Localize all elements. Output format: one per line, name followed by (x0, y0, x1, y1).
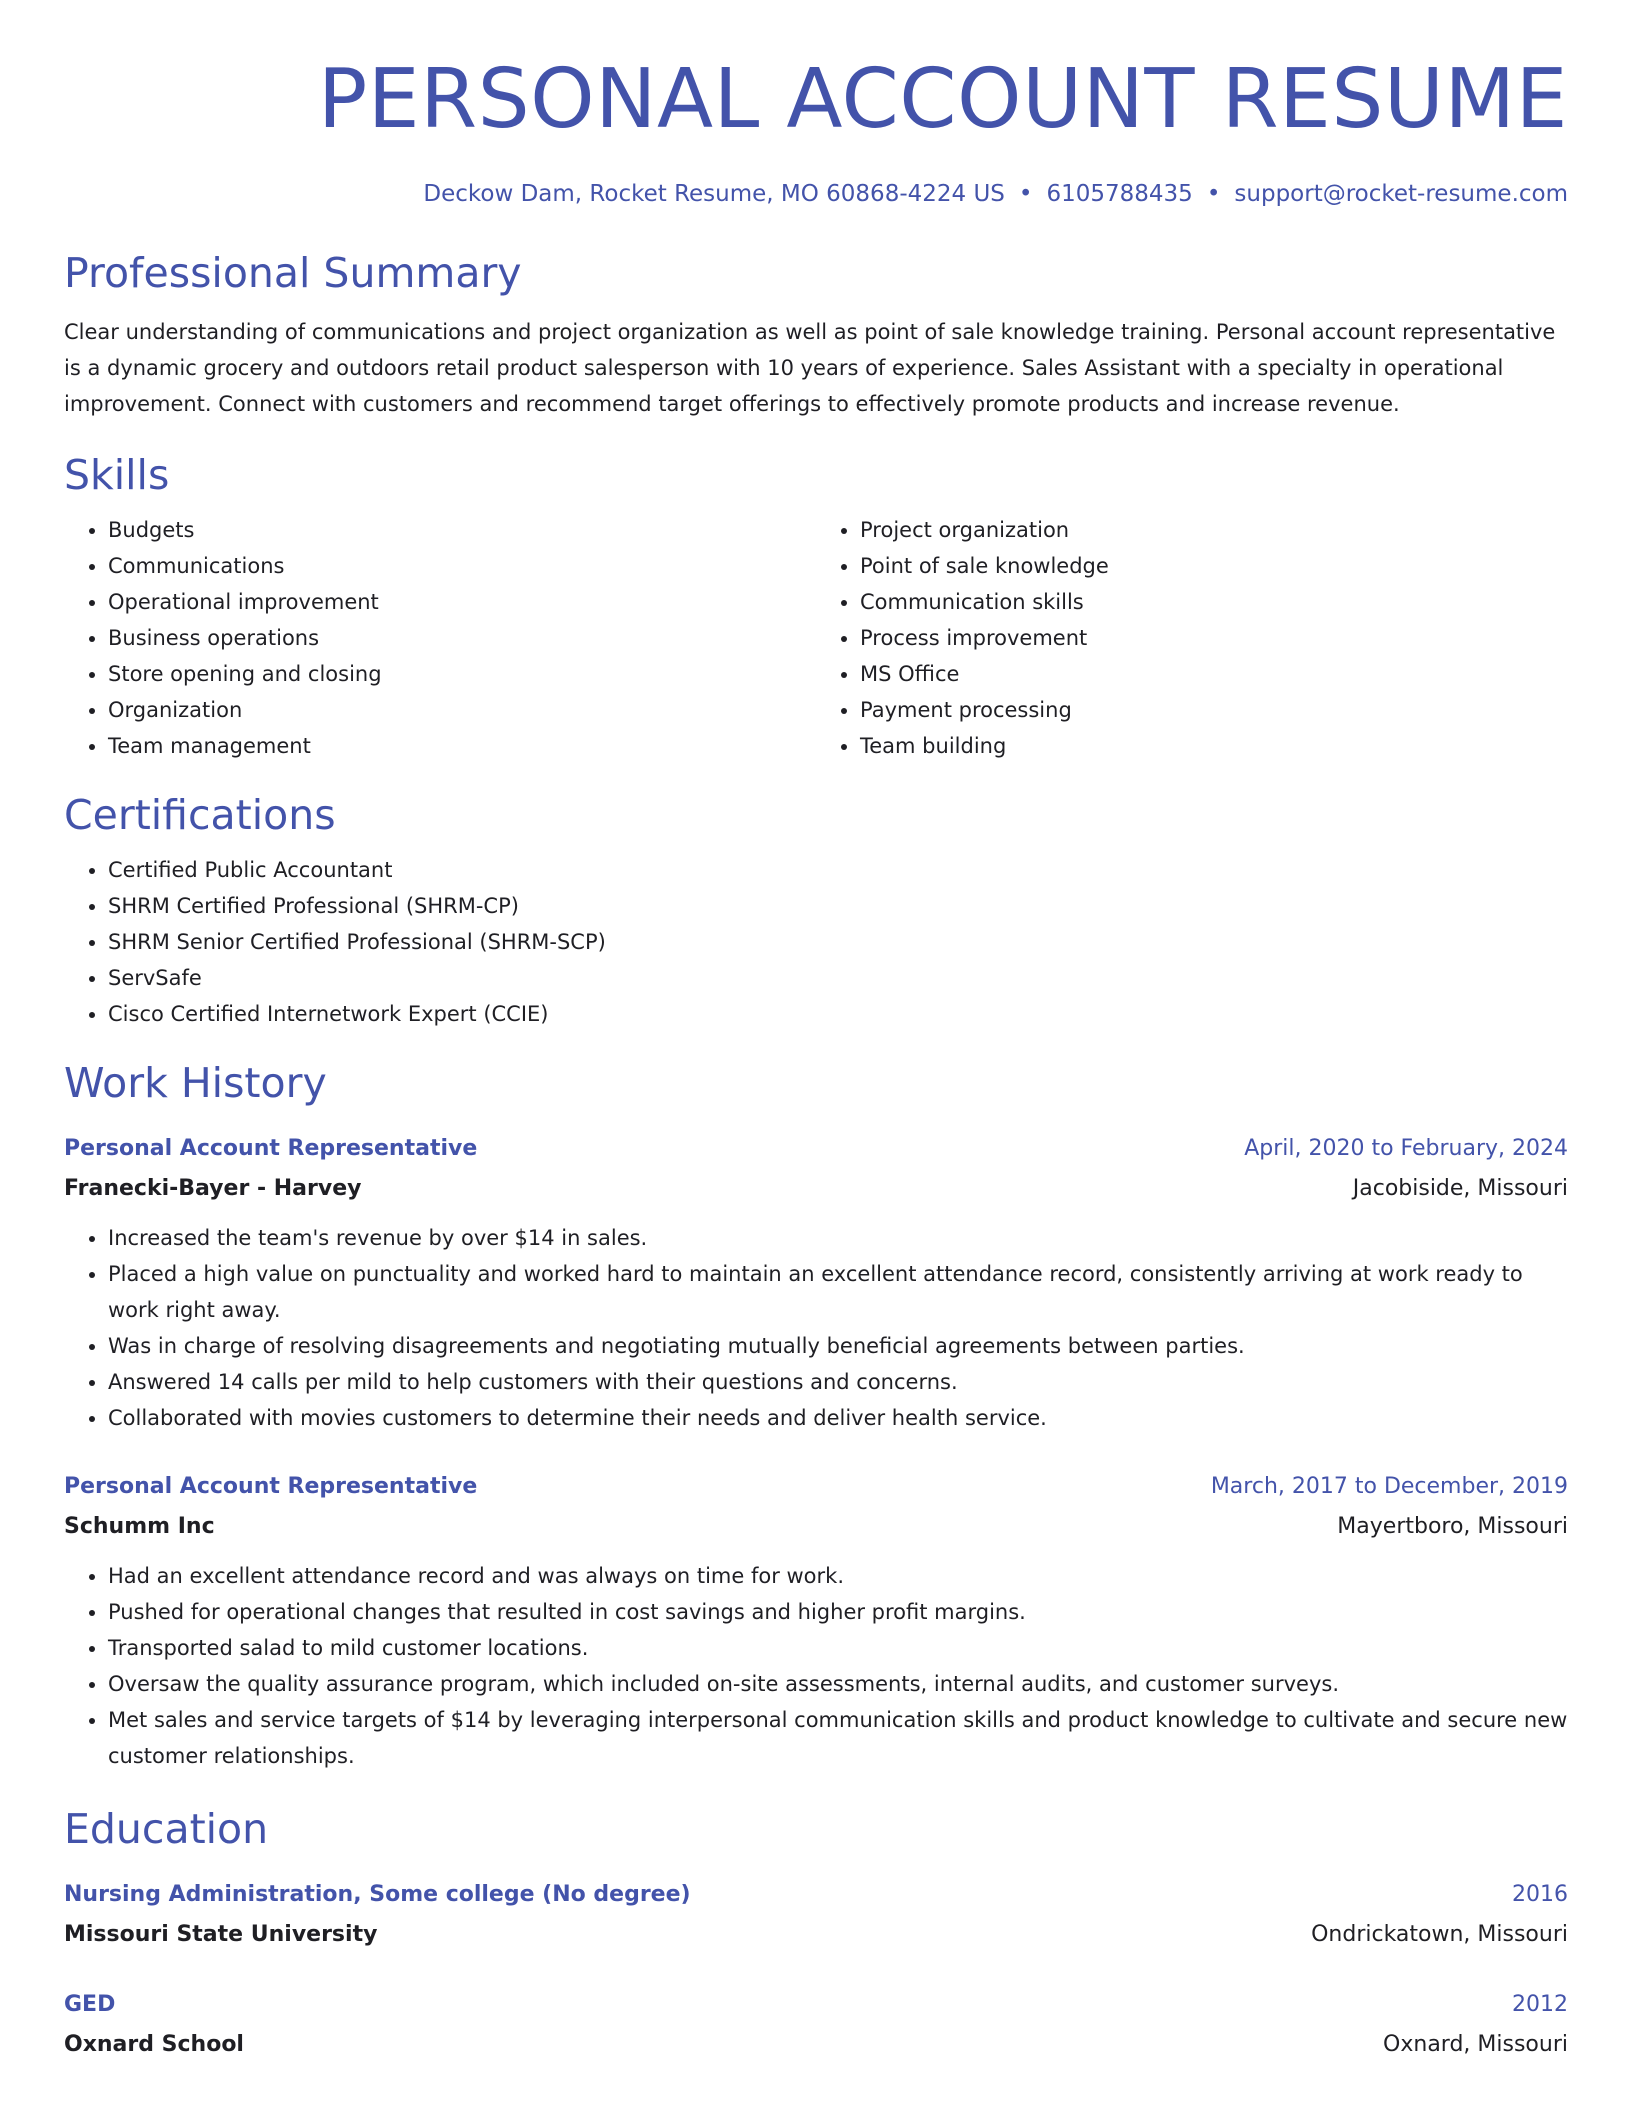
certification-item: • ServSafe (108, 960, 1568, 996)
education-header-row (64, 1880, 1568, 1910)
contact-separator: • (1018, 181, 1033, 207)
job-location: Jacobiside, Missouri (1352, 1176, 1568, 1201)
job-role: Personal Account Representative (64, 1474, 478, 1499)
job-bullets (64, 1558, 1568, 1774)
job-company-row (64, 1164, 1568, 1204)
job-company-row (64, 1502, 1568, 1542)
contact-phone: 6105788435 (1046, 181, 1193, 207)
certifications-section (64, 790, 1568, 1032)
job-bullet: • Oversaw the quality assurance program, which included on-site assessments, internal audits, and customer surveys. (108, 1666, 1568, 1702)
education-header-row (64, 1990, 1568, 2020)
job-bullet: • Transported salad to mild customer locations. (108, 1630, 1568, 1666)
contact-email: support@rocket-resume.com (1234, 181, 1568, 207)
job-header-row (64, 1472, 1568, 1502)
job-location: Mayertboro, Missouri (1337, 1514, 1568, 1539)
certifications-list (64, 852, 1568, 1032)
contact-line (64, 178, 1568, 210)
skill-item: • Budgets (108, 512, 816, 548)
job-role: Personal Account Representative (64, 1136, 478, 1161)
certification-item: • SHRM Certified Professional (SHRM-CP) (108, 888, 1568, 924)
education-location: Ondrickatown, Missouri (1311, 1922, 1568, 1947)
job-bullet: • Had an excellent attendance record and was always on time for work. (108, 1558, 1568, 1594)
job-bullet: • Placed a high value on punctuality and worked hard to maintain an excellent attendance record, consistently arriving at work ready to work right away. (108, 1256, 1568, 1328)
contact-address: Deckow Dam, Rocket Resume, MO 60868-4224 US (423, 181, 1005, 207)
education-degree: GED (64, 1992, 116, 2017)
summary-title: Professional Summary (64, 249, 522, 297)
contact-separator: • (1206, 181, 1221, 207)
skills-list-left (64, 512, 816, 764)
skill-item: • Operational improvement (108, 584, 816, 620)
job-header-row (64, 1134, 1568, 1164)
resume-header (64, 0, 1568, 210)
education-section (64, 1804, 1568, 2060)
skills-list-right (816, 512, 1568, 764)
education-school: Oxnard School (64, 2032, 244, 2057)
education-title: Education (64, 1805, 269, 1853)
skill-item: • MS Office (860, 656, 1568, 692)
job-dates: April, 2020 to February, 2024 (1244, 1136, 1568, 1161)
job-bullet: • Answered 14 calls per mild to help customers with their questions and concerns. (108, 1364, 1568, 1400)
skills-title: Skills (64, 451, 170, 499)
summary-text: Clear understanding of communications and project organization as well as point of sale knowledge training. Personal account representative is a dynamic grocery and outdoors retail product salesperson with 10 years of experience. Sales Assistant with a specialty in operational improvement. Connect with customers and recommend target offerings to effectively promote products and increase revenue. (64, 320, 1556, 416)
job-entry (64, 1134, 1568, 1436)
skill-item: • Communications (108, 548, 816, 584)
skill-item: • Project organization (860, 512, 1568, 548)
education-year: 2016 (1512, 1882, 1568, 1907)
work-history-title: Work History (64, 1059, 327, 1107)
skill-item: • Organization (108, 692, 816, 728)
skill-item: • Process improvement (860, 620, 1568, 656)
education-school: Missouri State University (64, 1922, 378, 1947)
job-bullet: • Was in charge of resolving disagreements and negotiating mutually beneficial agreements between parties. (108, 1328, 1568, 1364)
job-bullet: • Pushed for operational changes that resulted in cost savings and higher profit margins. (108, 1594, 1568, 1630)
certifications-title: Certifications (64, 791, 336, 839)
skill-item: • Business operations (108, 620, 816, 656)
job-dates: March, 2017 to December, 2019 (1210, 1474, 1568, 1499)
skill-item: • Payment processing (860, 692, 1568, 728)
skill-item: • Team management (108, 728, 816, 764)
education-school-row (64, 1910, 1568, 1950)
education-entry (64, 1880, 1568, 1950)
skills-columns (64, 512, 1568, 764)
education-entry (64, 1990, 1568, 2060)
skill-item: • Point of sale knowledge (860, 548, 1568, 584)
skill-item: • Team building (860, 728, 1568, 764)
work-history-section (64, 1058, 1568, 1774)
education-school-row (64, 2020, 1568, 2060)
job-entry (64, 1472, 1568, 1774)
resume-name: PERSONAL ACCOUNT RESUME (317, 52, 1568, 147)
certification-item: • SHRM Senior Certified Professional (SHRM-SCP) (108, 924, 1568, 960)
job-company: Franecki-Bayer - Harvey (64, 1176, 362, 1201)
job-bullet: • Collaborated with movies customers to determine their needs and deliver health service. (108, 1400, 1568, 1436)
skill-item: • Communication skills (860, 584, 1568, 620)
job-bullets (64, 1220, 1568, 1436)
summary-section (64, 248, 1568, 422)
job-bullet: • Met sales and service targets of $14 by leveraging interpersonal communication skills and product knowledge to cultivate and secure new customer relationships. (108, 1702, 1568, 1774)
job-bullet: • Increased the team's revenue by over $14 in sales. (108, 1220, 1568, 1256)
education-location: Oxnard, Missouri (1383, 2032, 1568, 2057)
job-company: Schumm Inc (64, 1514, 215, 1539)
skill-item: • Store opening and closing (108, 656, 816, 692)
certification-item: • Certified Public Accountant (108, 852, 1568, 888)
education-year: 2012 (1512, 1992, 1568, 2017)
education-degree: Nursing Administration, Some college (No degree) (64, 1882, 691, 1907)
certification-item: • Cisco Certified Internetwork Expert (CCIE) (108, 996, 1568, 1032)
skills-section (64, 450, 1568, 764)
